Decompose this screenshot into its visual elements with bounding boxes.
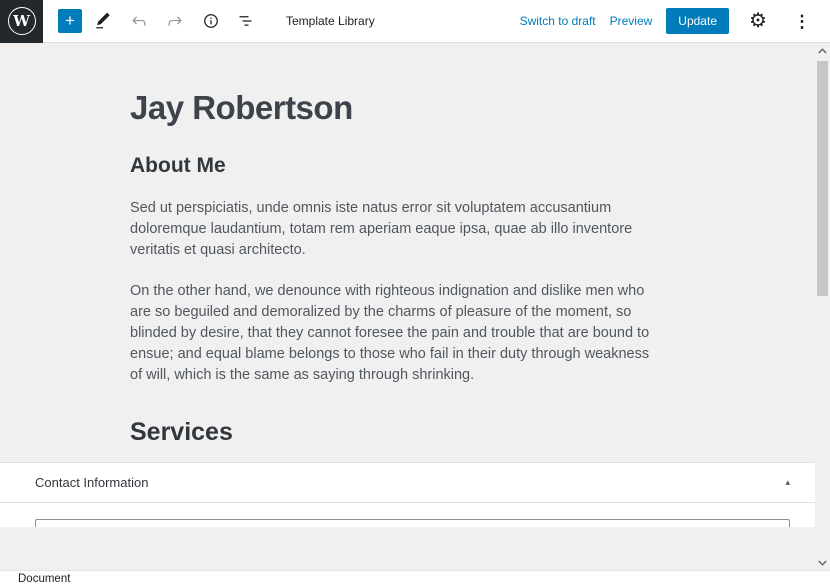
template-name-label: Template Library <box>286 14 375 28</box>
toolbar-right-group <box>520 6 830 36</box>
paragraph-block[interactable]: Sed ut perspiciatis, unde omnis iste natus error sit voluptatem accusantium doloremque laudantium, totam rem aperiam eaque ipsa, quae ab illo inventore veritatis et quasi architecto. <box>130 200 633 258</box>
toolbar-left-group <box>43 6 375 36</box>
services-heading[interactable]: Services <box>130 418 233 446</box>
switch-to-draft-link[interactable]: Switch to draft <box>519 14 596 28</box>
collapse-caret-icon[interactable]: ▴ <box>785 477 790 487</box>
contact-information-panel <box>0 462 815 527</box>
scroll-down-arrow-icon[interactable] <box>815 555 830 570</box>
undo-icon <box>129 11 149 31</box>
plus-icon: + <box>65 11 75 30</box>
wordpress-logo-icon: W <box>8 7 36 35</box>
info-icon <box>201 11 221 31</box>
paragraph-block[interactable]: On the other hand, we denounce with righteous indignation and dislike men who are so beguiled and demoralized by the charms of pleasure of the moment, so blinded by desire, that they cannot foresee the pain and trouble that are bound to ensue; and equal blame belongs to those who fail in their duty through weakness of will, which is the same as saying through shrinking. <box>130 283 650 383</box>
redo-icon <box>165 11 185 31</box>
editor-footer <box>0 570 830 587</box>
preview-link[interactable]: Preview <box>609 14 653 28</box>
update-button[interactable]: Update <box>666 8 729 34</box>
tools-button[interactable] <box>88 6 118 36</box>
about-me-heading[interactable]: About Me <box>130 154 226 177</box>
list-view-icon <box>237 11 257 31</box>
breadcrumb-document[interactable]: Document <box>18 573 71 585</box>
post-title[interactable]: Jay Robertson <box>130 89 353 126</box>
block-inserter-button[interactable] <box>58 9 82 33</box>
options-menu-button[interactable] <box>787 6 817 36</box>
gear-icon: ⚙ <box>749 10 767 32</box>
pencil-icon <box>93 11 113 31</box>
list-view-button[interactable] <box>232 6 262 36</box>
redo-button[interactable] <box>160 6 190 36</box>
details-button[interactable] <box>196 6 226 36</box>
panel-title: Contact Information <box>35 475 149 490</box>
settings-button[interactable] <box>743 6 773 36</box>
undo-button[interactable] <box>124 6 154 36</box>
vertical-scrollbar[interactable] <box>815 43 830 570</box>
scrollbar-thumb[interactable] <box>817 61 828 296</box>
contact-information-panel-header[interactable] <box>0 463 815 503</box>
ellipsis-icon: ⋮ <box>793 11 811 31</box>
scroll-up-arrow-icon[interactable] <box>815 43 830 58</box>
wordpress-logo-button[interactable] <box>0 0 43 43</box>
editor-top-bar <box>0 0 830 43</box>
contact-field-input[interactable] <box>35 519 790 527</box>
